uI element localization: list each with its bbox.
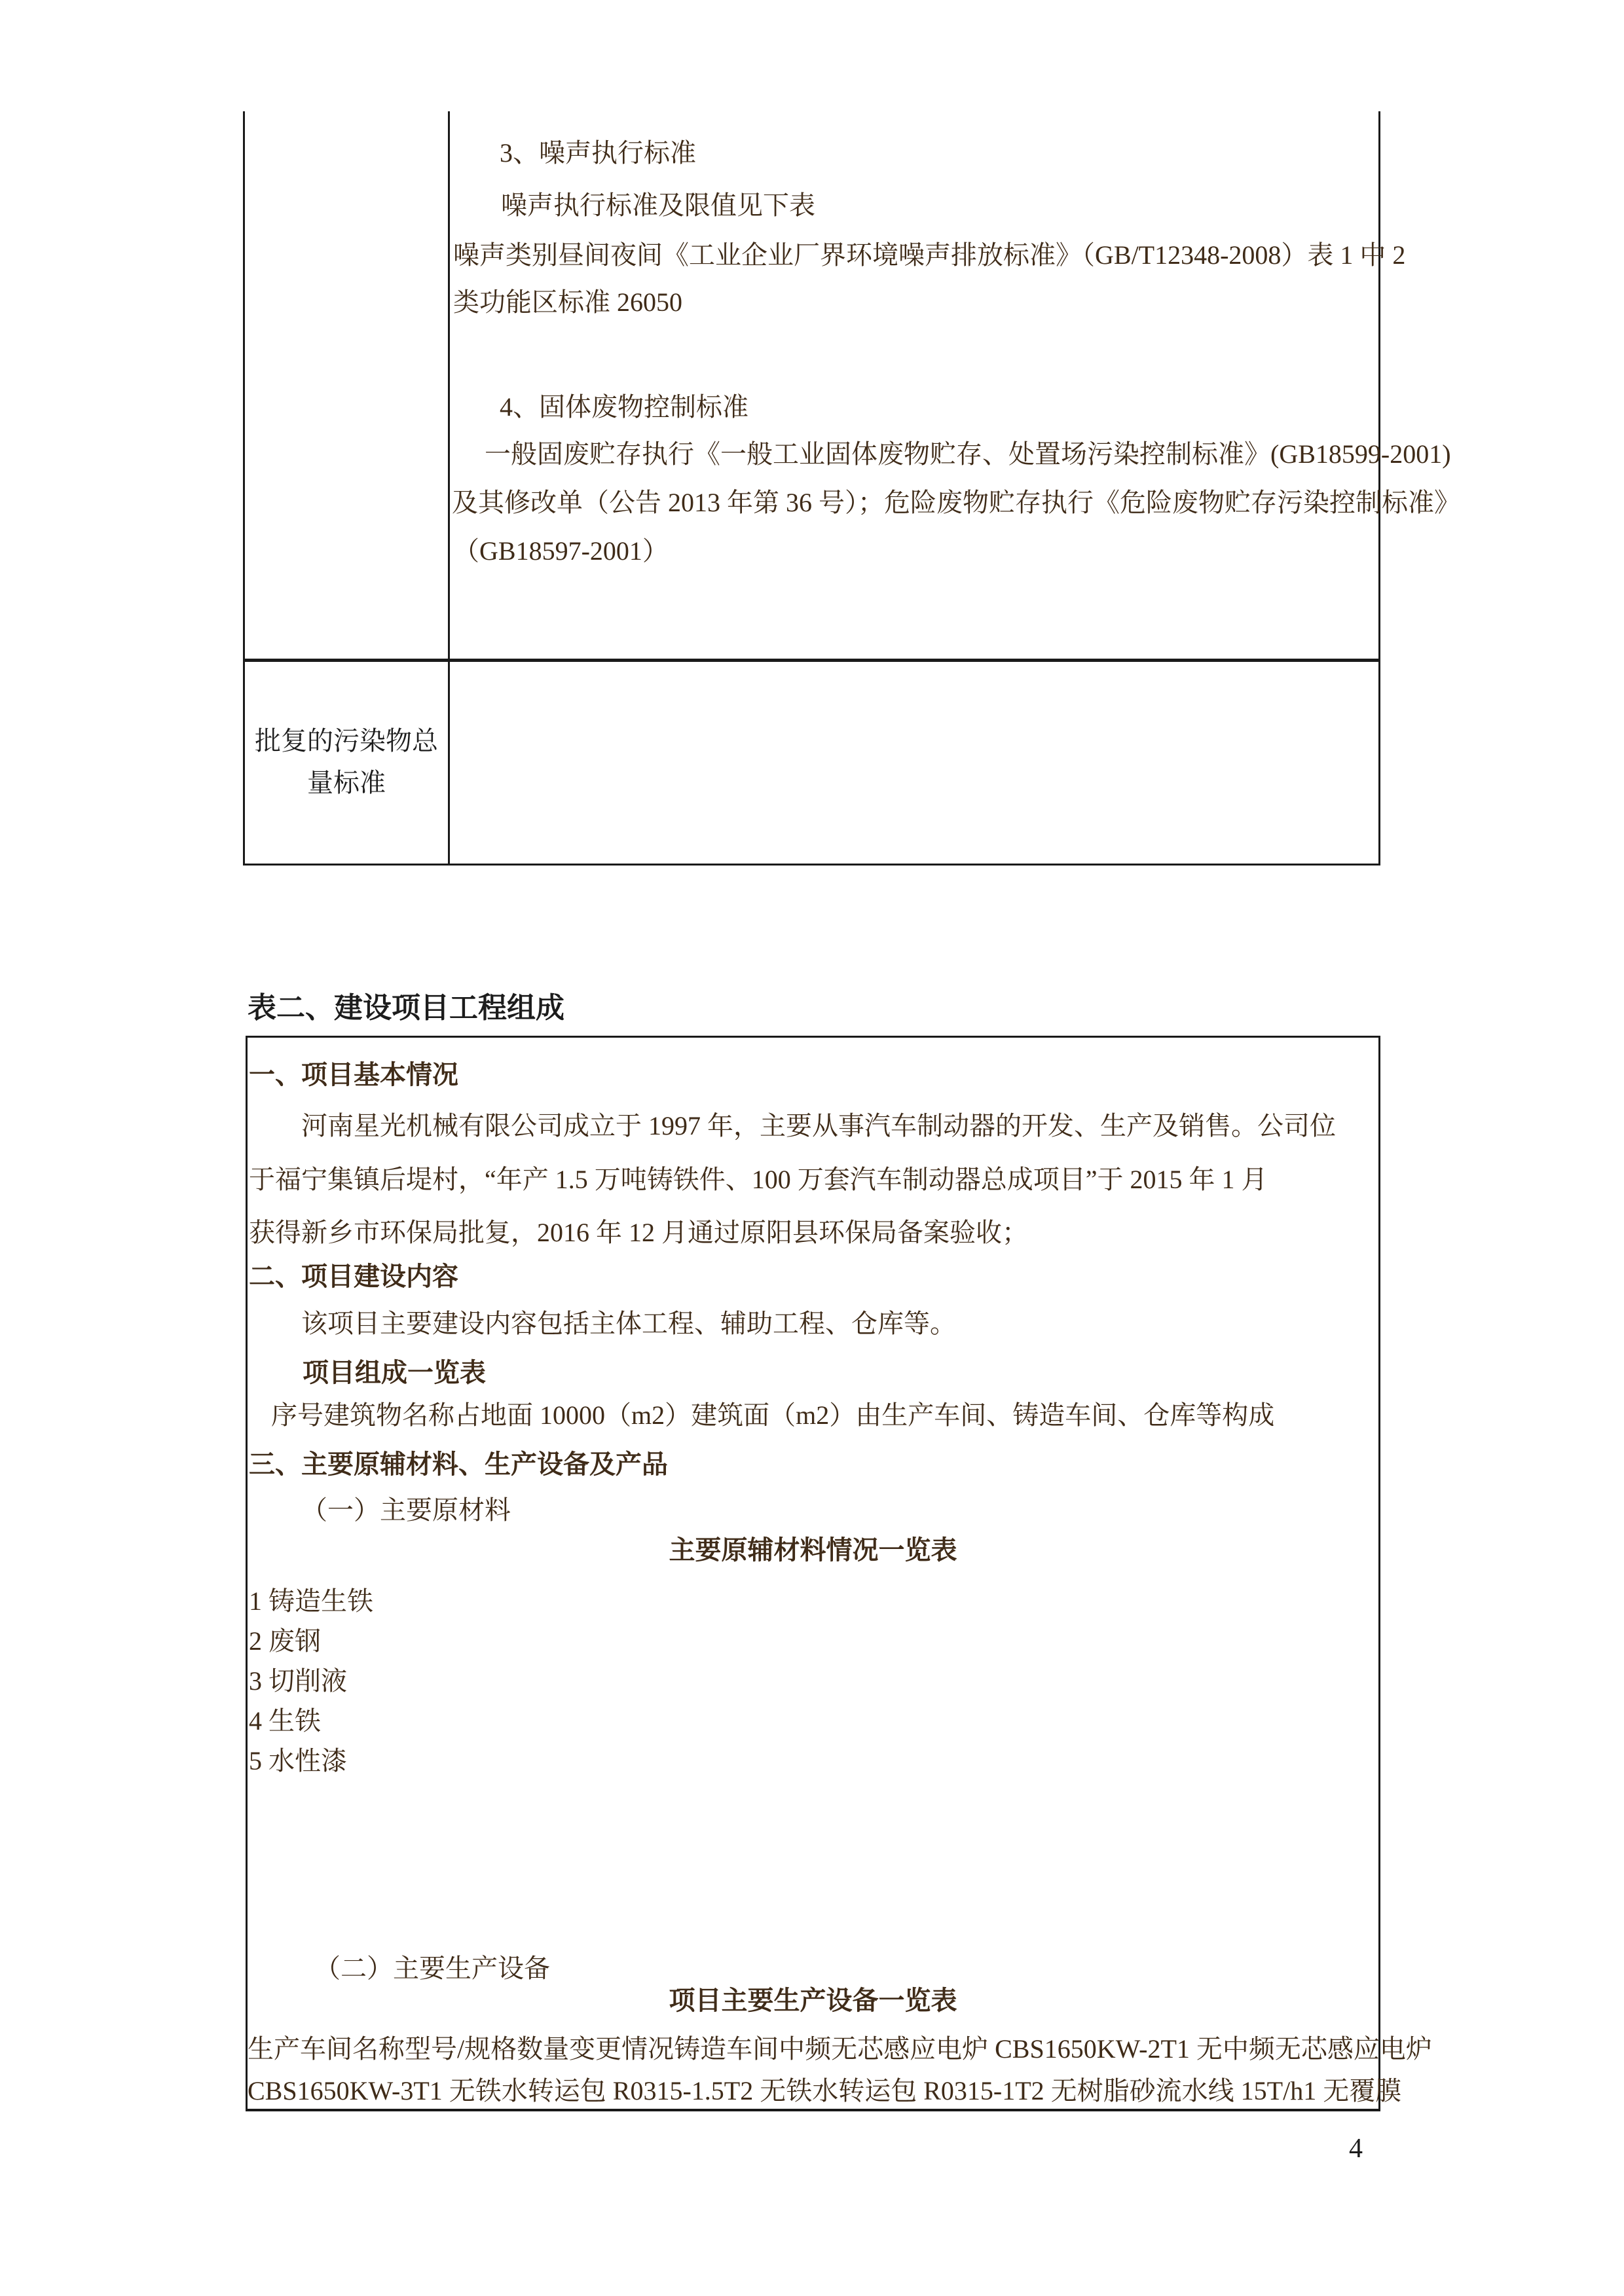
section2-paragraph: 该项目主要建设内容包括主体工程、辅助工程、仓库等。 [301,1309,956,1338]
material-item-1: 1 铸造生铁 [249,1586,373,1616]
noise-standard-body-2: 类功能区标准 26050 [453,287,682,317]
section1-paragraph-1: 河南星光机械有限公司成立于 1997 年，主要从事汽车制动器的开发、生产及销售。公司位 [301,1111,1336,1140]
section3-sub2-heading: （二）主要生产设备 [314,1954,550,1983]
solid-waste-body-2: 及其修改单（公告 2013 年第 36 号）；危险废物贮存执行《危险废物贮存污染控制标准》 [452,488,1460,517]
solid-waste-body-1: 一般固废贮存执行《一般工业固体废物贮存、处置场污染控制标准》(GB18599-2001) [485,439,1451,469]
composition-list-title: 项目组成一览表 [303,1358,486,1387]
material-item-4: 4 生铁 [249,1706,321,1736]
materials-table-title: 主要原辅材料情况一览表 [669,1536,957,1565]
equipment-line-1: 生产车间名称型号/规格数量变更情况铸造车间中频无芯感应电炉 CBS1650KW-2T1 无中频无芯感应电炉 [248,2034,1432,2064]
equipment-table-title: 项目主要生产设备一览表 [669,1986,957,2015]
section1-paragraph-3: 获得新乡市环保局批复，2016 年 12 月通过原阳县环保局备案验收； [249,1218,1028,1247]
noise-standard-body-1: 噪声类别昼间夜间《工业企业厂界环境噪声排放标准》（GB/T12348-2008）表 1 中 2 [453,240,1406,270]
table1-column-divider [448,111,450,866]
table1-bottom-border [243,864,1380,866]
noise-standard-heading: 3、噪声执行标准 [500,138,696,168]
solid-waste-body-3: （GB18597-2001） [453,536,669,566]
section3-heading: 三、主要原辅材料、生产设备及产品 [249,1450,668,1479]
material-item-5: 5 水性漆 [249,1746,347,1776]
approved-pollutant-total-line2: 量标准 [307,767,386,797]
page-number: 4 [1349,2134,1363,2164]
section1-heading: 一、项目基本情况 [249,1061,458,1089]
approved-pollutant-total-line1: 批复的污染物总 [255,725,438,756]
project-composition-table [246,1036,1380,2111]
table2-title: 表二、建设项目工程组成 [248,992,564,1024]
solid-waste-heading: 4、固体废物控制标准 [500,392,748,422]
noise-standard-subtitle: 噪声执行标准及限值见下表 [501,191,815,220]
section2-heading: 二、项目建设内容 [249,1262,458,1291]
section3-sub1-heading: （一）主要原材料 [301,1495,511,1525]
material-item-2: 2 废钢 [249,1626,321,1656]
approved-pollutant-total-label [245,662,448,862]
material-item-3: 3 切削液 [249,1666,347,1696]
equipment-line-2: CBS1650KW-3T1 无铁水转运包 R0315-1.5T2 无铁水转运包 R0315-1T2 无树脂砂流水线 15T/h1 无覆膜 [248,2076,1402,2105]
composition-list-line: 序号建筑物名称占地面 10000（m2）建筑面（m2）由生产车间、铸造车间、仓库等构成 [271,1400,1275,1430]
section1-paragraph-2: 于福宁集镇后堤村，“年产 1.5 万吨铸铁件、100 万套汽车制动器总成项目”于 2015 年 1 月 [249,1165,1268,1194]
